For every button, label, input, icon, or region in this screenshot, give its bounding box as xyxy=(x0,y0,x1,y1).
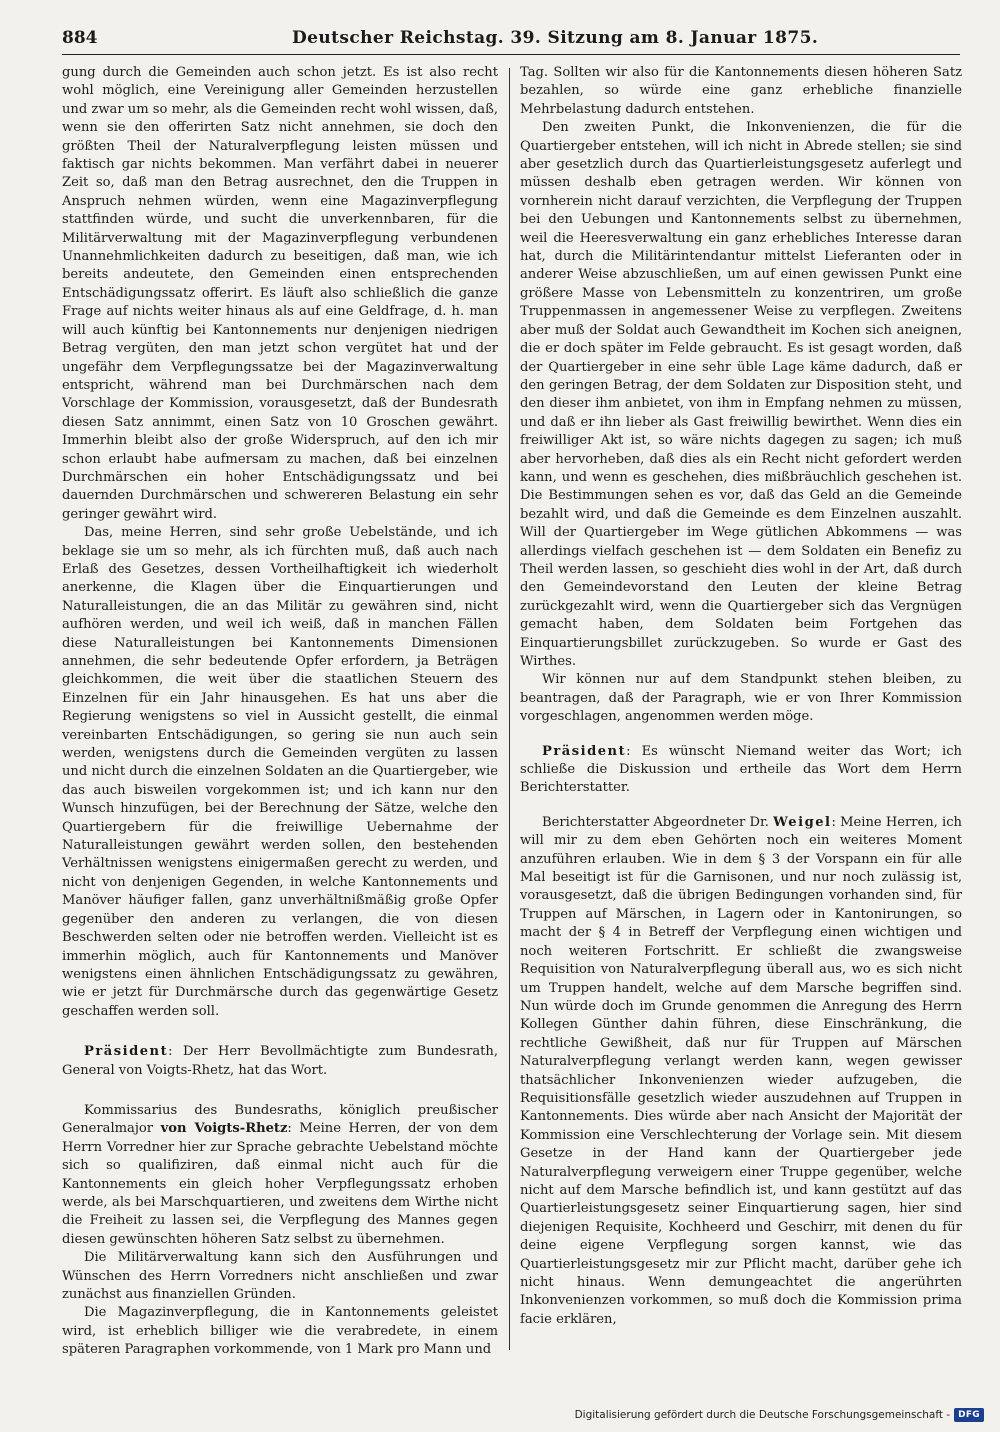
speaker-intro: Berichterstatter Abgeordneter Dr. xyxy=(542,814,774,830)
speaker-paragraph xyxy=(62,1043,498,1080)
dfg-logo: DFG xyxy=(954,1408,984,1422)
speech-text: : Es wünscht Niemand weiter das Wort; ich schließe die Diskussion und ertheile das Wort dem Herrn Berichterstatter. xyxy=(520,743,962,796)
speech-text: : Meine Herren, ich will mir zu dem eben Gehörten noch ein weiteres Moment anzuführen erlauben. Wie in dem § 3 der Vorspann ein für alle Mal beseitigt ist für die Garnisonen, und nur noch zulässig ist, vorausgesetzt, daß die übrigen Bedingungen vorhanden sind, für Truppen auf Märschen, in Lagern oder in Kantonirungen, so macht der § 4 in Betreff der Verpflegung einen wichtigen und noch weiteren Fortschritt. Er schließt die zwangsweise Requisition von Naturalverpflegung überall aus, wo es sich nicht um Truppen handelt, welche auf dem Marsche begriffen sind. Nun würde doch im Grunde genommen die Anregung des Herrn Kollegen Günther dahin führen, diese Einschränkung, die rechtliche Gewißheit, daß nur für Truppen auf Märschen Naturalverpflegung verlangt werden kann, wegen gewisser thatsächlicher Inkonvenienzen wieder aufzugeben, die Requisitionsfälle gesetzlich wieder auszudehnen auf Truppen in Kantonnements. Dies würde aber nach Ansicht der Majorität der Kommission eine Verschlechterung der Vorlage sein. Mit diesem Gesetze in der Hand kann der Quartiergeber jede Naturalverpflegung verweigern einer Truppe gegenüber, welche nicht auf dem Marsche befindlich ist, und kann gestützt auf das Quartierleistungsgesetz seiner Einquartierung sagen, hier sind diejenigen Requisite, Kochheerd und Geschirr, mit denen du für deine eigene Verpflegung sorgen kannst, wie das Quartierleistungsgesetz mir zur Pflicht macht, darüber gehe ich nicht hinaus. Wenn demungeachtet die angerührten Inkonvenienzen vorkommen, so muß doch die Kommission prima facie erklären, xyxy=(520,814,962,1327)
speaker-name: Weigel xyxy=(773,814,832,830)
digitization-credit xyxy=(575,1405,984,1425)
paragraph: Die Militärverwaltung kann sich den Ausführungen und Wünschen des Herrn Vorredners nicht anschließen und zwar zunächst aus finanziellen Gründen. xyxy=(62,1250,498,1302)
column-divider xyxy=(509,68,510,1350)
left-column xyxy=(62,64,498,1360)
paragraph: Den zweiten Punkt, die Inkonvenienzen, die für die Quartiergeber entstehen, will ich nicht in Abrede stellen; sie sind aber gesetzlich durch das Quartierleistungsgesetz auferlegt und müssen deshalb eben getragen werden. Wir können von vornherein nicht darauf verzichten, die Verpflegung der Truppen bei den Uebungen und Kantonnements selbst zu übernehmen, weil die Heeresverwaltung ein ganz erhebliches Interesse daran hat, durch die Militärintendantur mittelst Lieferanten oder in anderer Weise abzuschließen, um auf einen gewissen Punkt eine größere Masse von Lebensmitteln zu konzentriren, um große Truppenmassen in angemessener Weise zu verpflegen. Zweitens aber muß der Soldat auch Gewandtheit im Kochen sich aneignen, die er doch später im Felde gebraucht. Es ist gesagt worden, daß der Quartiergeber in eine sehr üble Lage käme dadurch, daß er den geringen Betrag, der dem Soldaten zur Disposition steht, und den dieser ihm anbietet, von ihm in Empfang nehmen zu müssen, und daß er ihn lieber als Gast freiwillig bewirthet. Wenn dies ein freiwilliger Akt ist, so wäre nichts dagegen zu sagen; ich muß aber hervorheben, daß dies als ein Recht nicht gefordert werden kann, und wenn es geschehen, dies mißbräuchlich geschehen ist. Die Bestimmungen sehen es vor, daß das Geld an die Gemeinde bezahlt wird, und daß die Gemeinde es dem Einzelnen auszahlt. Will der Quartiergeber im Wege gütlichen Abkommens — was allerdings vielfach geschehen ist — dem Soldaten ein Benefiz zu Theil werden lassen, so geschieht dies wohl in der Art, daß durch den Gemeindevorstand den Leuten der kleine Betrag zurückgezahlt wird, wenn die Quartiergeber sich das Vergnügen gemacht haben, dem Soldaten beim Fortgehen das Einquartierungsbillet zurückzugeben. So wurde er Gast des Wirthes. xyxy=(520,120,962,669)
paragraph: Wir können nur auf dem Standpunkt stehen bleiben, zu beantragen, daß der Paragraph, wie er von Ihrer Kommission vorgeschlagen, angenommen werden möge. xyxy=(520,672,962,725)
speaker-name: Präsident xyxy=(84,1044,169,1060)
header-rule xyxy=(62,54,960,55)
speaker-name: Präsident xyxy=(542,743,627,759)
running-title: Deutscher Reichstag. 39. Sitzung am 8. Januar 1875. xyxy=(292,28,819,48)
speech-text: : Der Herr Bevollmächtigte zum Bundesrath, General von Voigts-Rhetz, hat das Wort. xyxy=(62,1044,498,1078)
credit-text: Digitalisierung gefördert durch die Deutsche Forschungsgemeinschaft - xyxy=(574,1409,951,1421)
paragraph: Die Magazinverpflegung, die in Kantonnements geleistet wird, ist erheblich billiger wie die verabredete, in einem späteren Paragraphen vorkommende, von 1 Mark pro Mann und xyxy=(62,1305,498,1358)
speaker-paragraph xyxy=(520,814,962,1329)
speech-text: : Meine Herren, der von dem Herrn Vorredner hier zur Sprache gebrachte Uebelstand möchte sich so qualifiziren, daß einmal nicht auch für die Kantonnements ein gleich hoher Verpflegungssatz erhoben werde, als bei Marschquartieren, und zweitens dem Wirthe nicht die Freiheit zu lassen sei, die Verpflegung des Mannes gegen diesen gewünschten höheren Satz selbst zu übernehmen. xyxy=(62,1121,499,1247)
speaker-paragraph xyxy=(62,1102,498,1249)
speaker-paragraph xyxy=(520,743,962,798)
page-header xyxy=(62,28,962,54)
paragraph: Tag. Sollten wir also für die Kantonnements diesen höheren Satz bezahlen, so würde eine ganz erhebliche finanzielle Mehrbelastung dadurch entstehen. xyxy=(520,65,962,117)
paragraph: Das, meine Herren, sind sehr große Uebelstände, und ich beklage sie um so mehr, als ich fürchten muß, daß auch nach Erlaß des Gesetzes, dessen Vortheilhaftigkeit ich wiederholt anerkenne, die Klagen über die Einquartierungen und Naturalleistungen, die an das Militär zu gewähren sind, nicht aufhören werden, und weil ich weiß, daß in manchen Fällen diese Naturalleistungen bei Kantonnements Dimensionen annehmen, die sehr bedeutende Opfer erfordern, ja Beträgen gleichkommen, die weit über die staatlichen Steuern des Einzelnen für ein Jahr hinausgehen. Es hat uns aber die Regierung wenigstens so viel in Aussicht gestellt, die einmal vereinbarten Entschädigungen, so gering sie nun auch sein werden, wenigstens durch die Gemeinden vergüten zu lassen und nicht durch die einzelnen Soldaten an die Quartiergeber, wie das auch bisweilen vorgekommen ist; und ich kann nur den Wunsch hinzufügen, bei der Berechnung der Sätze, welche den Quartiergebern für die freiwillige Uebernahme der Naturalleistungen gewährt werden sollen, den bestehenden Verhältnissen wenigstens einigermaßen gerecht zu werden, und nicht von denjenigen Gegenden, in welche Kantonnements und Manöver häufiger fallen, ganz unverhältnißmäßig große Opfer gegenüber den anderen zu verlangen, die von diesen Beschwerden selten oder nie betroffen werden. Vielleicht ist es immerhin möglich, auch für Kantonnements und Manöver wenigstens einen ähnlichen Entschädigungssatz zu gewähren, wie er jetzt für Durchmärsche durch das gegenwärtige Gesetz geschaffen werden soll. xyxy=(62,525,498,1019)
speaker-name: von Voigts-Rhetz xyxy=(160,1121,288,1137)
page-number: 884 xyxy=(62,28,98,48)
paragraph: gung durch die Gemeinden auch schon jetzt. Es ist also recht wohl möglich, eine Vereinigung aller Gemeinden herzustellen und zwar um so mehr, als die Gemeinden recht wohl wissen, daß, wenn sie den offerirten Satz nicht annehmen, sie doch den größten Theil der Naturalverpflegung leisten müssen und faktisch gar nichts bekommen. Man verfährt dabei in neuerer Zeit so, daß man den Betrag ausrechnet, den die Truppen in Anspruch nehmen würden, wenn eine Magazinverpflegung stattfinden würde, und sucht die unverkennbaren, für die Militärverwaltung mit der Magazinverpflegung verbundenen Unannehmlichkeiten dadurch zu beseitigen, daß man, wie ich bereits andeutete, den Gemeinden einen entsprechenden Entschädigungssatz offerirt. Es läuft also schließlich die ganze Frage auf nichts weiter hinaus als auf eine Geldfrage, d. h. man will auch künftig bei Kantonnements nur denjenigen niedrigen Betrag vergüten, den man jetzt schon vergütet hat und der ungefähr dem Verpflegungssatze bei der Magazinverwaltung entspricht, während man bei Durchmärschen nach dem Vorschlage der Kommission, vorausgesetzt, daß der Bundesrath diesen Satz annimmt, einen Satz von 10 Groschen gewährt. Immerhin bleibt also der große Widerspruch, auf den ich mir schon erlaubt habe aufmersam zu machen, daß bei einzelnen Durchmärschen ein hoher Entschädigungssatz und bei dauernden Durchmärschen und schwereren Belastung ein sehr geringer gewährt wird. xyxy=(62,65,498,522)
right-column xyxy=(520,64,962,1329)
speaker-intro: Kommissarius des Bundesraths, königlich preußischer Generalmajor xyxy=(62,1102,498,1137)
